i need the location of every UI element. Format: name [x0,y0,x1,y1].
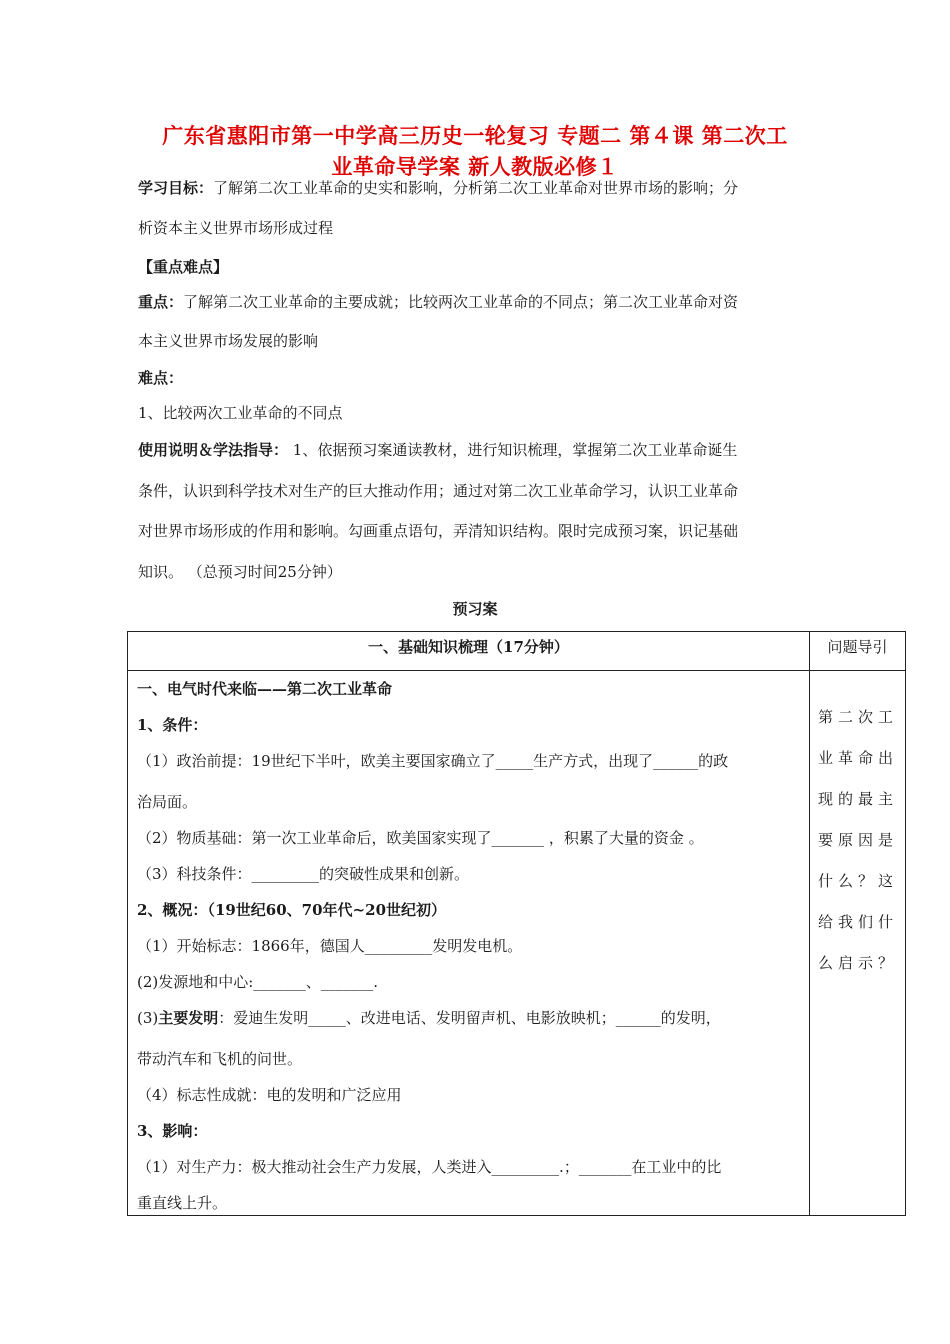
table-row: 带动汽车和飞机的问世。 [137,1050,303,1068]
table-row: （4）标志性成就：电的发明和广泛应用 [137,1086,402,1104]
table-row: （3）科技条件：_________的突破性成果和创新。 [137,865,470,883]
question-guide-cell [810,671,906,1216]
usage-text: 1、依据预习案通读教材，进行知识梳理，掌握第二次工业革命诞生 [288,441,738,459]
usage-label: 使用说明＆学法指导： [138,441,289,459]
question-guide-text: 第二次工业革命出现的最主要原因是什么？这给我们什么启示？ [818,708,899,972]
title-line-2: 业革命导学案 新人教版必修１ [331,154,619,179]
key-point-line-2: 本主义世界市场发展的影响 [138,332,319,350]
table-header-main: 一、基础知识梳理（17分钟） [128,632,810,671]
section-title: 预习案 [452,600,498,618]
table-row: （1）对生产力：极大推动社会生产力发展，人类进入_________.；_______在工业中的比 [137,1158,722,1176]
difficult-point-label: 难点： [138,369,184,387]
knowledge-cell [128,671,810,1216]
key-points-heading: 【重点难点】 [138,258,229,276]
preview-table [127,631,906,1216]
learning-goal-line-2: 析资本主义世界市场形成过程 [138,219,334,237]
table-row [137,1008,802,1028]
usage-line-1 [138,440,818,460]
table-header-side: 问题导引 [810,632,906,671]
usage-line-3: 对世界市场形成的作用和影响。勾画重点语句，弄清知识结构。限时完成预习案，识记基础 [138,522,739,540]
usage-line-2: 条件，认识到科学技术对生产的巨大推动作用；通过对第二次工业革命学习，认识工业革命 [138,482,739,500]
key-point-label: 重点： [138,293,184,311]
table-row: (2)发源地和中心:_______、_______. [137,973,379,991]
learning-goal-text: 了解第二次工业革命的史实和影响，分析第二次工业革命对世界市场的影响；分 [213,179,739,197]
table-row: 3、影响： [137,1122,208,1140]
table-row: 重直线上升。 [137,1194,228,1212]
invention-prefix: (3) [137,1009,159,1027]
table-row: 治局面。 [137,793,198,811]
difficult-point-item: 1、比较两次工业革命的不同点 [138,404,343,422]
title-line-1: 广东省惠阳市第一中学高三历史一轮复习 专题二 第４课 第二次工 [162,123,788,148]
invention-label: 主要发明 [158,1009,219,1027]
invention-text: ：爱迪生发明_____、改进电话、发明留声机、电影放映机；______的发明， [218,1009,721,1027]
table-row: 2、概况：（19世纪60、70年代~20世纪初） [137,901,447,919]
table-row: 1、条件： [137,716,208,734]
key-point-text: 了解第二次工业革命的主要成就；比较两次工业革命的不同点；第二次工业革命对资 [183,293,739,311]
table-row: （1）开始标志：1866年，德国人_________发明发电机。 [137,937,523,955]
learning-goal-label: 学习目标： [138,179,214,197]
table-row: （1）政治前提：19世纪下半叶，欧美主要国家确立了_____生产方式，出现了______的政 [137,752,729,770]
document-title [130,120,820,182]
usage-line-4: 知识。 （总预习时间25分钟） [138,563,342,581]
table-row: 一、电气时代来临——第二次工业革命 [137,680,393,698]
learning-goal-line-1 [138,178,818,198]
table-row: （2）物质基础：第一次工业革命后，欧美国家实现了_______ ，积累了大量的资金 。 [137,829,704,847]
key-point-line-1 [138,292,818,312]
